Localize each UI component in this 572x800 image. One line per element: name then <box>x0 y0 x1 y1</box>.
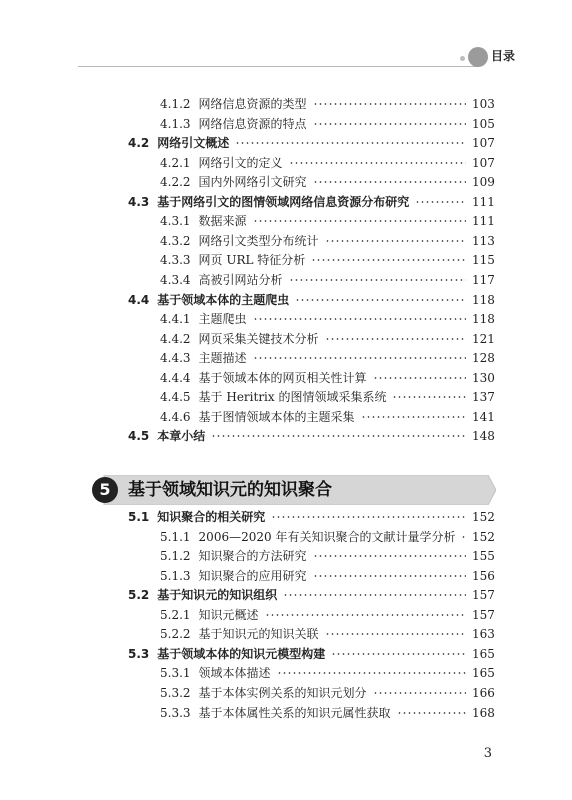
toc-entry-title: 高被引网站分析 <box>198 272 283 287</box>
toc-entry-page: 118 <box>472 312 495 327</box>
toc-entry-page: 157 <box>472 607 495 622</box>
toc-entry[interactable] <box>160 94 495 114</box>
toc-entry[interactable] <box>128 290 495 310</box>
toc-entry-page: 141 <box>472 409 495 424</box>
dot-leader <box>277 672 466 674</box>
toc-entry-page: 137 <box>472 390 495 405</box>
toc-entry[interactable] <box>160 624 495 644</box>
dot-leader <box>235 142 466 144</box>
dot-leader <box>295 299 466 301</box>
chapter-title: 基于领域知识元的知识聚合 <box>128 480 332 500</box>
toc-entry-page: 107 <box>472 155 495 170</box>
toc-entry[interactable] <box>128 585 495 605</box>
header-rule <box>78 66 478 67</box>
dot-leader <box>283 594 466 596</box>
toc-entry-number: 5.3.3 <box>160 705 191 720</box>
toc-entry-page: 152 <box>472 529 495 544</box>
toc-entry-title: 网页 URL 特征分析 <box>198 253 306 268</box>
toc-entry-page: 109 <box>472 175 495 190</box>
toc-entry-title: 网页采集关键技术分析 <box>198 331 319 346</box>
dot-leader <box>313 555 466 557</box>
toc-entry-page: 168 <box>472 705 495 720</box>
toc-entry-title: 基于图情领域本体的主题采集 <box>198 409 355 424</box>
toc-entry-title: 主题爬虫 <box>198 312 247 327</box>
toc-entry-title: 知识聚合的应用研究 <box>198 568 307 583</box>
toc-entry-page: 152 <box>472 510 495 524</box>
toc-entry-number: 4.3.4 <box>160 272 191 287</box>
toc-entry[interactable] <box>160 605 495 625</box>
toc-entry-page: 118 <box>472 292 495 307</box>
toc-entry-title: 网络信息资源的类型 <box>198 97 307 111</box>
toc-entry-title: 知识聚合的方法研究 <box>198 549 307 564</box>
toc-entry-number: 4.1.3 <box>160 116 191 131</box>
header-section-label: 目录 <box>491 49 516 63</box>
toc-entry[interactable] <box>160 566 495 586</box>
toc-entry-number: 4.2 <box>128 136 150 151</box>
toc-entry[interactable] <box>128 192 495 212</box>
toc-entry-page: 115 <box>472 253 495 268</box>
toc-entry-number: 4.2.1 <box>160 155 191 170</box>
dot-leader <box>289 162 466 164</box>
page-header <box>0 0 572 80</box>
toc-entry-number: 4.3.2 <box>160 233 191 248</box>
toc-entry-title: 基于知识元的知识组织 <box>157 588 278 603</box>
dot-leader <box>311 259 466 261</box>
toc-entry-page: 111 <box>472 194 495 209</box>
toc-entry-title: 国内外网络引文研究 <box>198 175 307 190</box>
toc-entry[interactable] <box>160 270 495 290</box>
toc-entry-number: 4.1.2 <box>160 97 191 111</box>
dot-leader <box>253 357 466 359</box>
dot-leader <box>271 516 466 518</box>
toc-entry-title: 网络信息资源的特点 <box>198 116 307 131</box>
dot-leader <box>313 103 466 105</box>
toc-entry-page: 121 <box>472 331 495 346</box>
toc-entry[interactable] <box>160 211 495 231</box>
toc-entry-number: 4.4 <box>128 292 150 307</box>
toc-entry[interactable] <box>128 644 495 664</box>
toc-entry-number: 5.1.2 <box>160 549 191 564</box>
toc-entry-number: 5.2.1 <box>160 607 191 622</box>
toc-entry-title: 知识聚合的相关研究 <box>157 510 266 524</box>
header-circle-icon <box>468 47 488 67</box>
toc-entry-number: 5.3.2 <box>160 685 191 700</box>
toc-entry-title: 知识元概述 <box>198 607 259 622</box>
toc-entry-page: 107 <box>472 136 495 151</box>
toc-entry-page: 103 <box>472 97 495 111</box>
toc-entry-title: 基于领域本体的主题爬虫 <box>157 292 290 307</box>
toc-entry-page: 156 <box>472 568 495 583</box>
toc-entry-page: 130 <box>472 370 495 385</box>
toc-entry[interactable] <box>160 231 495 251</box>
toc-entry-title: 网络引文概述 <box>157 136 230 151</box>
toc-entry-number: 4.3 <box>128 194 150 209</box>
toc-entry-number: 5.1.1 <box>160 529 191 544</box>
toc-entry-number: 5.2.2 <box>160 627 191 642</box>
toc-entry[interactable] <box>160 546 495 566</box>
toc-entry-page: 163 <box>472 627 495 642</box>
dot-leader <box>325 240 466 242</box>
toc-entry-page: 148 <box>472 429 495 444</box>
dot-leader <box>253 318 466 320</box>
dot-leader <box>397 712 466 714</box>
toc-entry[interactable] <box>160 114 495 134</box>
dot-leader <box>392 396 466 398</box>
toc-entry-title: 网络引文的定义 <box>198 155 283 170</box>
toc-entry[interactable] <box>160 153 495 173</box>
toc-entry[interactable] <box>128 133 495 153</box>
dot-leader <box>253 220 466 222</box>
dot-leader <box>289 279 466 281</box>
dot-leader <box>265 614 466 616</box>
toc-entry-number: 4.4.2 <box>160 331 191 346</box>
toc-entry-title: 基于领域本体的知识元模型构建 <box>157 646 326 661</box>
toc-entry-number: 5.2 <box>128 588 150 603</box>
toc-entry[interactable] <box>160 683 495 703</box>
page-number: 3 <box>483 746 492 761</box>
toc-entry[interactable] <box>160 387 495 407</box>
toc-entry[interactable] <box>160 663 495 683</box>
toc-entry-page: 128 <box>472 351 495 366</box>
toc-entry-number: 4.2.2 <box>160 175 191 190</box>
toc-entry-title: 基于知识元的知识关联 <box>198 627 319 642</box>
toc-entry[interactable] <box>160 329 495 349</box>
toc-entry-page: 105 <box>472 116 495 131</box>
toc-entry-number: 4.4.6 <box>160 409 191 424</box>
chapter-number-badge: 5 <box>92 477 118 503</box>
dot-leader <box>331 653 466 655</box>
toc-entry-number: 4.5 <box>128 429 150 444</box>
toc-entry-page: 111 <box>472 214 495 229</box>
toc-entry-title: 领域本体描述 <box>198 666 271 681</box>
toc-entry-page: 117 <box>472 272 495 287</box>
toc-entry-page: 157 <box>472 588 495 603</box>
toc-entry-title: 主题描述 <box>198 351 247 366</box>
dot-leader <box>325 633 466 635</box>
toc-entry-number: 4.3.3 <box>160 253 191 268</box>
dot-leader <box>325 338 466 340</box>
dot-leader <box>211 435 466 437</box>
toc-entry-number: 5.1.3 <box>160 568 191 583</box>
dot-leader <box>461 536 466 538</box>
toc-entry-page: 165 <box>472 646 495 661</box>
dot-leader <box>373 377 466 379</box>
toc-entry[interactable] <box>128 507 495 527</box>
toc-entry-title: 基于本体属性关系的知识元属性获取 <box>198 705 391 720</box>
dot-leader <box>415 201 466 203</box>
toc-entry-page: 113 <box>472 233 495 248</box>
dot-leader <box>313 181 466 183</box>
toc-entry[interactable] <box>160 348 495 368</box>
toc-entry[interactable] <box>160 703 495 723</box>
toc-entry-number: 4.4.5 <box>160 390 191 405</box>
dot-leader <box>313 575 466 577</box>
dot-leader <box>373 692 466 694</box>
toc-entry-title: 本章小结 <box>157 429 206 444</box>
toc-entry[interactable] <box>160 250 495 270</box>
toc-entry-title: 基于领域本体的网页相关性计算 <box>198 370 367 385</box>
toc-entry[interactable] <box>160 407 495 427</box>
toc-entry-title: 基于 Heritrix 的图情领域采集系统 <box>198 390 387 405</box>
dot-leader <box>361 416 466 418</box>
toc-entry-title: 基于网络引文的图情领域网络信息资源分布研究 <box>157 194 410 209</box>
toc-entry-number: 4.4.1 <box>160 312 191 327</box>
toc-entry[interactable] <box>160 309 495 329</box>
toc-entry-title: 数据来源 <box>198 214 247 229</box>
dot-leader <box>313 123 466 125</box>
toc-entry-number: 4.4.4 <box>160 370 191 385</box>
toc-entry-page: 165 <box>472 666 495 681</box>
toc-entry-number: 5.1 <box>128 510 150 524</box>
toc-entry[interactable] <box>128 426 495 446</box>
toc-entry[interactable] <box>160 172 495 192</box>
toc-entry-page: 155 <box>472 549 495 564</box>
toc-entry-title: 2006—2020 年有关知识聚合的文献计量学分析 <box>198 529 456 544</box>
toc-entry-number: 5.3 <box>128 646 150 661</box>
toc-entry[interactable] <box>160 368 495 388</box>
header-dot-icon <box>460 56 465 61</box>
toc-entry-title: 网络引文类型分布统计 <box>198 233 319 248</box>
toc-entry-page: 166 <box>472 685 495 700</box>
toc-entry-title: 基于本体实例关系的知识元划分 <box>198 685 367 700</box>
toc-entry-number: 5.3.1 <box>160 666 191 681</box>
toc-entry-number: 4.4.3 <box>160 351 191 366</box>
toc-entry[interactable] <box>160 527 495 547</box>
toc-entry-number: 4.3.1 <box>160 214 191 229</box>
